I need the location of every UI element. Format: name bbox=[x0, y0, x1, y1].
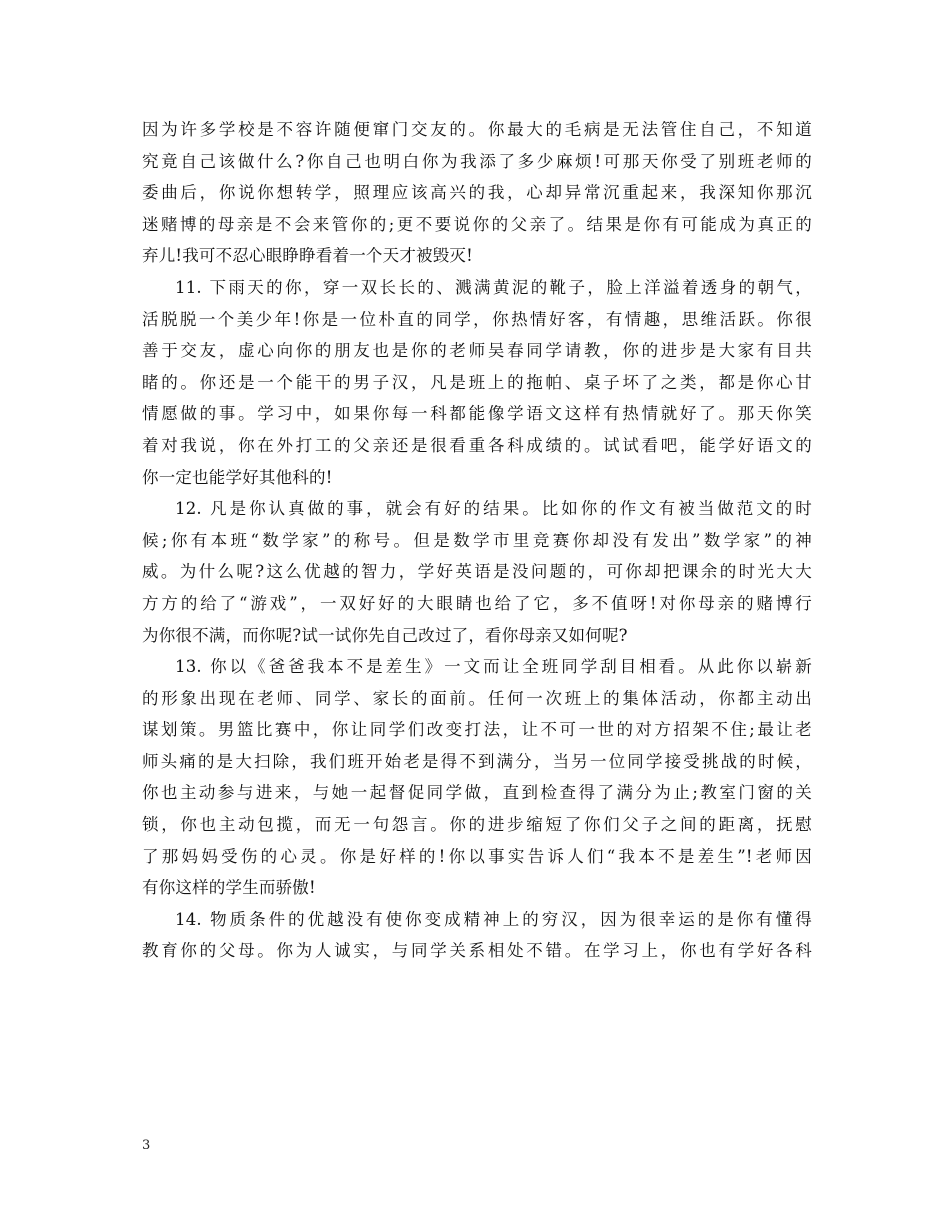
paragraph-13-first-line: 13. 你以《爸爸我本不是差生》一文而让全班同学刮目相看。从此你以崭新 bbox=[175, 657, 812, 677]
text-line: 谋划策。男篮比赛中，你让同学们改变打法，让不可一世的对方招架不住;最让老 bbox=[142, 720, 812, 740]
text-line: 的形象出现在老师、同学、家长的面前。任何一次班上的集体活动，你都主动出 bbox=[142, 688, 812, 708]
text-line: 候;你有本班“数学家”的称号。但是数学市里竞赛你却没有发出”数学家”的神 bbox=[142, 530, 812, 550]
document-body bbox=[142, 114, 812, 967]
text-line: 因为许多学校是不容许随便窜门交友的。你最大的毛病是无法管住自己，不知道 bbox=[142, 120, 812, 139]
paragraph-12-first-line: 12. 凡是你认真做的事，就会有好的结果。比如你的作文有被当做范文的时 bbox=[175, 499, 812, 519]
text-line: 锁，你也主动包揽，而无一句怨言。你的进步缩短了你们父子之间的距离，抚慰 bbox=[142, 815, 812, 835]
text-line: 委曲后，你说你想转学，照理应该高兴的我，心却异常沉重起来，我深知你那沉 bbox=[142, 183, 812, 203]
paragraph-11-first-line: 11. 下雨天的你，穿一双长长的、溅满黄泥的靴子，脸上洋溢着透身的朝气， bbox=[175, 277, 812, 297]
text-line: 迷赌博的母亲是不会来管你的;更不要说你的父亲了。结果是你有可能成为真正的 bbox=[142, 214, 812, 234]
text-line: 究竟自己该做什么?你自己也明白你为我添了多少麻烦!可那天你受了别班老师的 bbox=[142, 151, 812, 171]
text-line: 睹的。你还是一个能干的男子汉，凡是班上的拖帕、桌子坏了之类，都是你心甘 bbox=[142, 372, 812, 392]
text-line: 你也主动参与进来，与她一起督促同学做，直到检查得了满分为止;教室门窗的关 bbox=[142, 783, 812, 803]
text-line: 活脱脱一个美少年!你是一位朴直的同学，你热情好客，有情趣，思维活跃。你很 bbox=[142, 309, 812, 329]
text-line: 你一定也能学好其他科的! bbox=[142, 467, 333, 487]
text-line: 方方的给了“游戏”，一双好好的大眼睛也给了它，多不值呀!对你母亲的赌博行 bbox=[142, 593, 812, 613]
text-line: 善于交友，虚心向你的朋友也是你的老师吴春同学请教，你的进步是大家有目共 bbox=[142, 341, 812, 361]
page-number: 3 bbox=[142, 1138, 151, 1153]
text-line: 着对我说，你在外打工的父亲还是很看重各科成绩的。试试看吧，能学好语文的 bbox=[142, 435, 812, 455]
text-line: 情愿做的事。学习中，如果你每一科都能像学语文这样有热情就好了。那天你笑 bbox=[142, 404, 812, 424]
paragraph-14-first-line: 14. 物质条件的优越没有使你变成精神上的穷汉，因为很幸运的是你有懂得 bbox=[175, 909, 812, 929]
text-line: 弃儿!我可不忍心眼睁睁看着一个天才被毁灭! bbox=[142, 246, 473, 266]
text-line: 了那妈妈受伤的心灵。你是好样的!你以事实告诉人们“我本不是差生”!老师因 bbox=[142, 846, 812, 866]
text-line: 为你很不满，而你呢?试一试你先自己改过了，看你母亲又如何呢? bbox=[142, 625, 628, 645]
text-line: 威。为什么呢?这么优越的智力，学好英语是没问题的，可你却把课余的时光大大 bbox=[142, 562, 812, 582]
text-line: 师头痛的是大扫除，我们班开始老是得不到满分，当另一位同学接受挑战的时候， bbox=[142, 751, 812, 771]
text-line: 有你这样的学生而骄傲! bbox=[142, 878, 316, 898]
text-line: 教育你的父母。你为人诚实，与同学关系相处不错。在学习上，你也有学好各科 bbox=[142, 941, 812, 961]
